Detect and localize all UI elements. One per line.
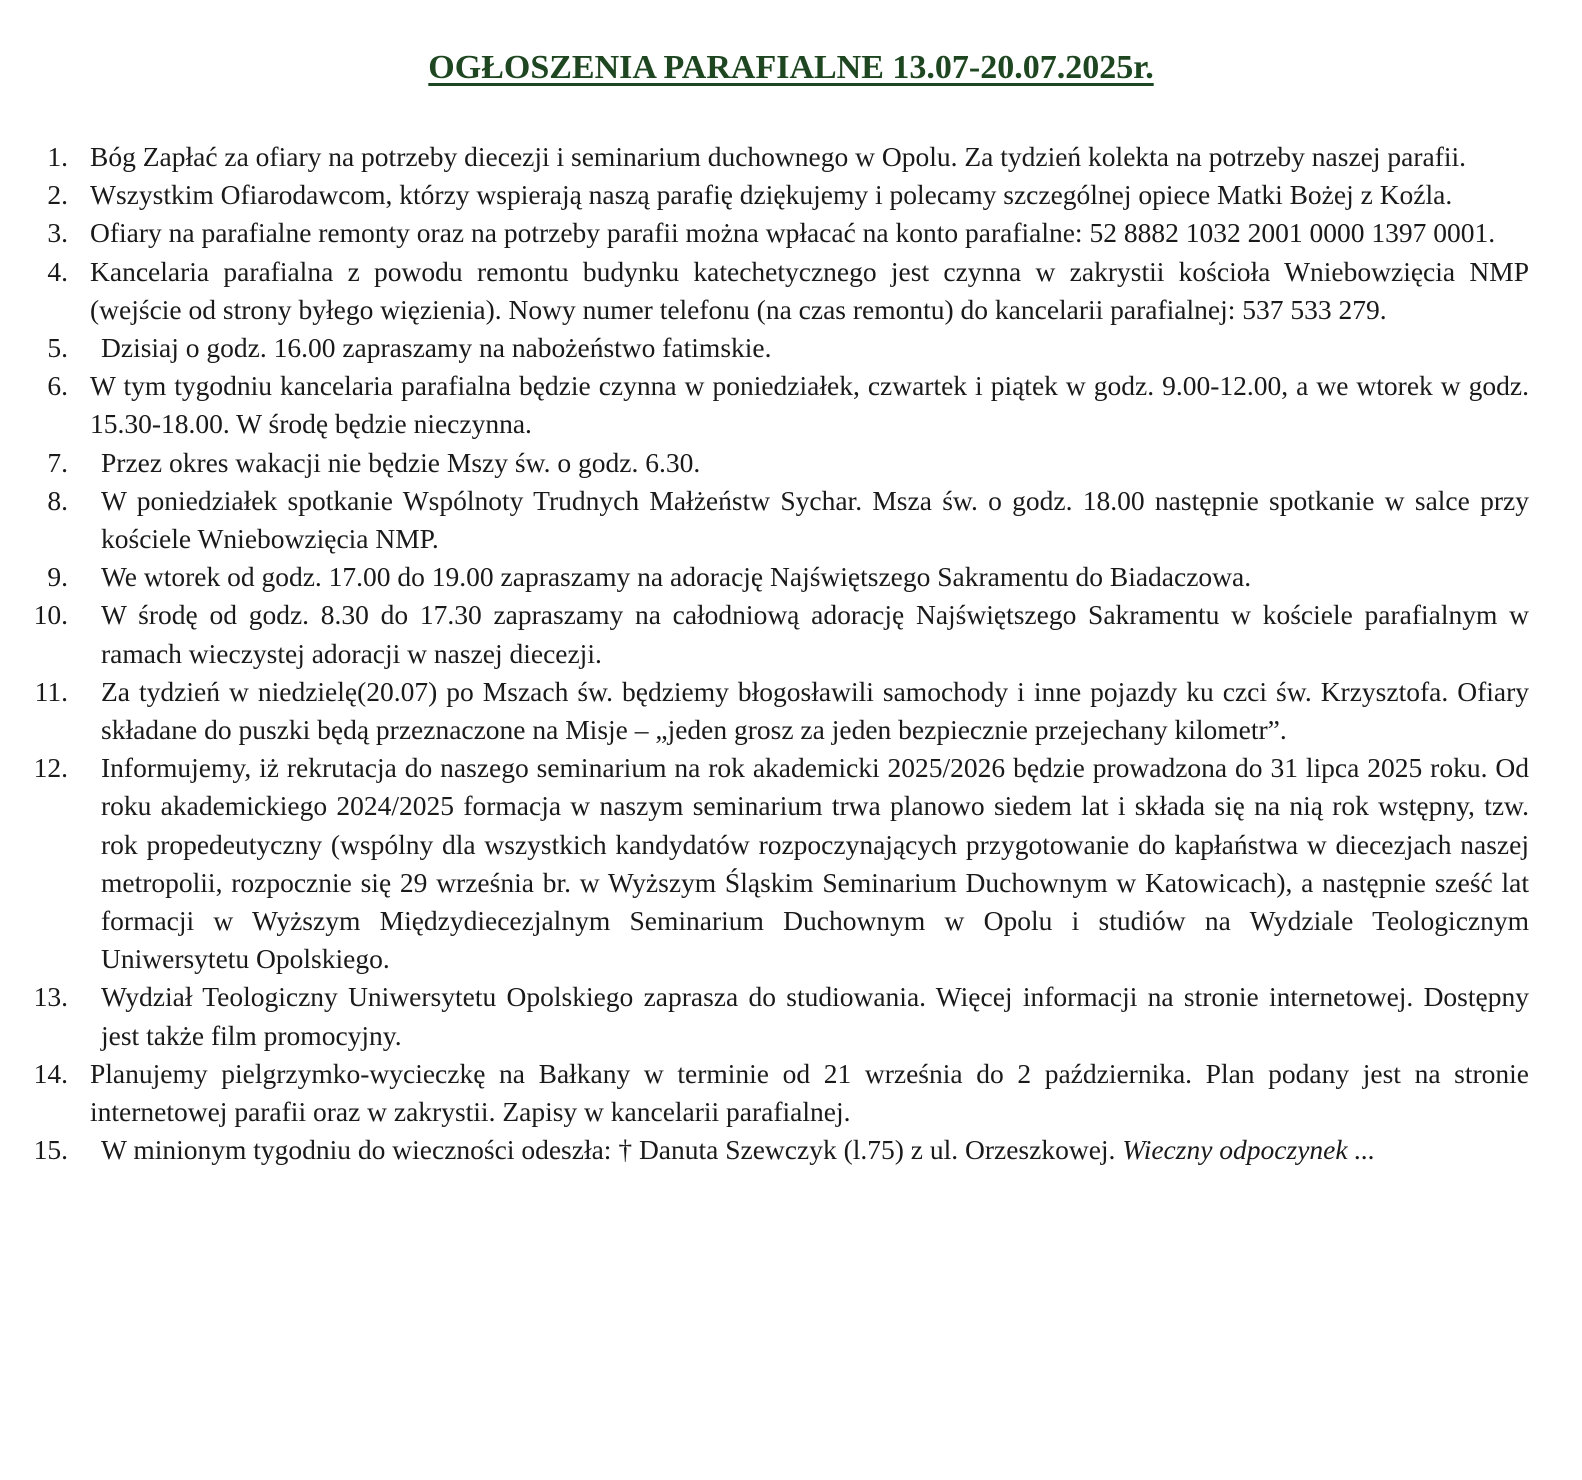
item-text-italic: Wieczny odpoczynek ...: [1122, 1134, 1376, 1166]
list-item: [0, 329, 1582, 367]
list-item: [0, 176, 1582, 214]
item-number: 14.: [33, 1057, 68, 1089]
list-item: [0, 978, 1582, 1054]
item-text-wrapper: [101, 1131, 1529, 1169]
item-text: W minionym tygodniu do wieczności odeszła: † Danuta Szewczyk (l.75) z ul. Orzeszkowej.: [101, 1134, 1116, 1166]
page-title-text: OGŁOSZENIA PARAFIALNE 13.07-20.07.2025r.: [428, 49, 1154, 86]
item-text: Dzisiaj o godz. 16.00 zapraszamy na nabożeństwo fatimskie.: [101, 332, 772, 364]
item-text: Wydział Teologiczny Uniwersytetu Opolskiego zaprasza do studiowania. Więcej informacji na stronie internetowej. Dostępny jest także film promocyjny.: [101, 981, 1529, 1051]
item-text: Za tydzień w niedzielę(20.07) po Mszach św. będziemy błogosławili samochody i inne pojazdy ku czci św. Krzysztofa. Ofiary składane do puszki będą przeznaczone na Misje – „jeden grosz za jeden bezpiecznie przejechany kilometr”.: [101, 675, 1529, 746]
list-item: [0, 596, 1582, 672]
item-number: 2.: [47, 179, 68, 211]
list-item: [0, 1131, 1582, 1169]
item-text: We wtorek od godz. 17.00 do 19.00 zapraszamy na adorację Najświętszego Sakramentu do Biadaczowa.: [101, 561, 1252, 593]
page-title: [0, 46, 1582, 90]
list-item: [0, 214, 1582, 252]
item-number: 4.: [47, 255, 68, 287]
list-item: [0, 482, 1582, 558]
item-text: Wszystkim Ofiarodawcom, którzy wspierają naszą parafię dziękujemy i polecamy szczególnej opiece Matki Bożej z Koźla.: [90, 179, 1453, 211]
item-number: 13.: [33, 981, 68, 1013]
list-item: [0, 367, 1582, 443]
item-text: Planujemy pielgrzymko-wycieczkę na Bałkany w terminie od 21 września do 2 października. Plan podany jest na stronie internetowej parafii oraz w zakrystii. Zapisy w kancelarii parafialnej.: [90, 1057, 1529, 1128]
item-text: Ofiary na parafialne remonty oraz na potrzeby parafii można wpłacać na konto parafialne: 52 8882 1032 2001 0000 1397 0001.: [90, 217, 1496, 249]
item-number: 8.: [47, 484, 68, 516]
announcements-list: [0, 138, 1582, 1169]
list-item: [0, 1055, 1582, 1131]
list-item: [0, 749, 1582, 978]
item-number: 15.: [33, 1134, 68, 1166]
item-text: W tym tygodniu kancelaria parafialna będzie czynna w poniedziałek, czwartek i piątek w godz. 9.00-12.00, a we wtorek w godz. 15.30-18.00. W środę będzie nieczynna.: [90, 370, 1529, 440]
item-number: 9.: [47, 561, 68, 593]
item-text: Informujemy, iż rekrutacja do naszego seminarium na rok akademicki 2025/2026 będzie prowadzona do 31 lipca 2025 roku. Od roku akademickiego 2024/2025 formacja w naszym seminarium trwa planowo siedem lat i składa się na nią rok wstępny, tzw. rok propedeutyczny (wspólny dla wszystkich kandydatów rozpoczynających przygotowanie do kapłaństwa w diecezjach naszej metropolii, rozpocznie się 29 września br. w Wyższym Śląskim Seminarium Duchownym w Katowicach), a następnie sześć lat formacji w Wyższym Międzydiecezjalnym Seminarium Duchownym w Opolu i studiów na Wydziale Teologicznym Uniwersytetu Opolskiego.: [101, 752, 1529, 975]
item-text: W poniedziałek spotkanie Wspólnoty Trudnych Małżeństw Sychar. Msza św. o godz. 18.00 następnie spotkanie w salce przy kościele Wniebowzięcia NMP.: [101, 484, 1529, 555]
item-number: 10.: [33, 599, 68, 631]
item-text: Przez okres wakacji nie będzie Mszy św. o godz. 6.30.: [101, 446, 701, 478]
item-text: Kancelaria parafialna z powodu remontu budynku katechetycznego jest czynna w zakrystii kościoła Wniebowzięcia NMP (wejście od strony byłego więzienia). Nowy numer telefonu (na czas remontu) do kancelarii parafialnej: 537 533 279.: [90, 255, 1529, 325]
item-number: 3.: [47, 217, 68, 249]
list-item: [0, 673, 1582, 749]
list-item: [0, 558, 1582, 596]
list-item: [0, 253, 1582, 329]
item-text: W środę od godz. 8.30 do 17.30 zapraszamy na całodniową adorację Najświętszego Sakramentu w kościele parafialnym w ramach wieczystej adoracji w naszej diecezji.: [101, 599, 1529, 669]
item-number: 5.: [47, 332, 68, 364]
list-item: [0, 138, 1582, 176]
list-item: [0, 444, 1582, 482]
item-number: 12.: [33, 752, 68, 784]
item-number: 7.: [47, 446, 68, 478]
item-number: 1.: [47, 141, 68, 172]
item-number: 6.: [47, 370, 68, 402]
item-number: 11.: [34, 675, 68, 707]
item-text: Bóg Zapłać za ofiary na potrzeby diecezji i seminarium duchownego w Opolu. Za tydzień kolekta na potrzeby naszej parafii.: [90, 141, 1467, 172]
